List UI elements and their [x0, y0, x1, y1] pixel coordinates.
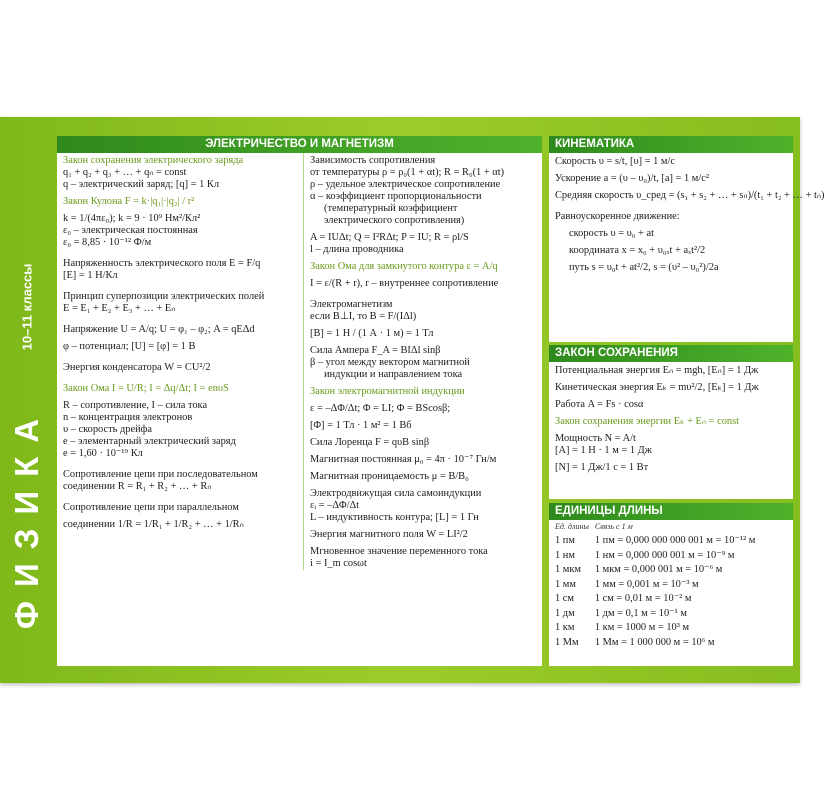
- kinematics-body: [549, 153, 824, 274]
- formula-line: β – угол между вектором магнитной: [310, 357, 470, 368]
- length-units-panel: [549, 503, 793, 666]
- relation-cell: 1 см = 0,01 м = 10⁻² м: [594, 593, 692, 604]
- unit-cell: 1 км: [555, 622, 575, 633]
- grades-label: 10–11 классы: [19, 263, 35, 351]
- formula-line: ρ – удельное электрическое сопротивление: [310, 179, 501, 190]
- formula-line: φ – потенциал; [U] = [φ] = 1 В: [63, 341, 196, 352]
- formula-line: Сопротивление цепи при параллельном: [63, 502, 239, 513]
- formula-line: Магнитная проницаемость μ = B/B₀: [310, 471, 469, 482]
- table-row: [555, 549, 761, 564]
- formula-line: Магнитная постоянная μ₀ = 4π · 10⁻⁷ Гн/м: [310, 454, 497, 465]
- formula-line: ε₀ = 8,85 · 10⁻¹² Ф/м: [63, 237, 152, 248]
- formula-line: Потенциальная энергия Eₙ = mgh, [Eₙ] = 1 Дж: [555, 365, 759, 376]
- formula-line: Сила Ампера F_A = BIΔl sinβ: [310, 345, 441, 356]
- conservation-panel: [549, 345, 793, 499]
- formula-line: индукции и направлением тока: [324, 369, 463, 380]
- law-heading: Закон сохранения электрического заряда: [63, 155, 244, 166]
- law-heading: Закон сохранения энергии Eₖ + Eₙ = const: [555, 416, 740, 427]
- table-row: [555, 534, 761, 549]
- formula-line: Мгновенное значение переменного тока: [310, 546, 488, 557]
- law-heading: Закон электромагнитной индукции: [310, 386, 465, 397]
- formula-line: Сопротивление цепи при последовательном: [63, 469, 258, 480]
- conservation-body: [549, 362, 793, 474]
- formula-line: l – длина проводника: [310, 244, 404, 255]
- electricity-header: ЭЛЕКТРИЧЕСТВО И МАГНЕТИЗМ: [57, 136, 542, 153]
- table-row: [555, 592, 761, 607]
- law-heading: Закон Ома I = U/R; I = Δq/Δt; I = enυS: [63, 383, 229, 394]
- formula-line: [A] = 1 Н · 1 м = 1 Дж: [555, 445, 652, 456]
- table-row: [555, 607, 761, 622]
- relation-cell: 1 дм = 0,1 м = 10⁻¹ м: [594, 607, 687, 619]
- formula-line: Ускорение a = (υ – υ₀)/t, [a] = 1 м/с²: [555, 173, 710, 184]
- table-row: [555, 578, 761, 593]
- formula-line: υ – скорость дрейфа: [63, 424, 152, 435]
- formula-line: Принцип суперпозиции электрических полей: [63, 291, 265, 302]
- formula-line: если B⊥I, то B = F/(IΔl): [310, 311, 417, 322]
- formula-line: Электромагнетизм: [310, 299, 393, 310]
- formula-line: (температурный коэффициент: [324, 203, 458, 214]
- formula-line: q₁ + q₂ + q₃ + … + qₙ = const: [63, 167, 187, 178]
- length-units-table: [555, 522, 761, 650]
- formula-line: k = 1/(4πε₀); k = 9 · 10⁹ Нм²/Кл²: [63, 213, 201, 224]
- unit-cell: 1 мкм: [555, 564, 581, 575]
- unit-cell: 1 дм: [555, 607, 575, 619]
- formula-line: координата x = x₀ + υ₀ₓt + aₓt²/2: [569, 245, 706, 256]
- formula-line: [B] = 1 Н / (1 А · 1 м) = 1 Тл: [310, 328, 434, 339]
- formula-line: путь s = υ₀t + at²/2, s = (υ² – υ₀²)/2a: [569, 262, 719, 273]
- formula-line: Мощность N = A/t: [555, 433, 636, 444]
- formula-line: соединении R = R₁ + R₂ + … + Rₙ: [63, 481, 212, 492]
- formula-line: ε = –ΔΦ/Δt; Φ = LI; Φ = BScosβ;: [310, 403, 451, 414]
- formula-line: [E] = 1 Н/Кл: [63, 270, 118, 281]
- formula-line: A = IUΔt; Q = I²RΔt; P = IU; R = ρl/S: [310, 232, 469, 243]
- formula-line: Зависимость сопротивления: [310, 155, 436, 166]
- formula-line: i = I_m cosωt: [310, 558, 367, 569]
- sidebar: [0, 117, 54, 683]
- relation-cell: 1 км = 1000 м = 10³ м: [594, 622, 690, 633]
- formula-line: Напряженность электрического поля E = F/q: [63, 258, 261, 269]
- formula-line: Энергия конденсатора W = CU²/2: [63, 362, 211, 373]
- formula-line: εᵢ = –ΔΦ/Δt: [310, 500, 360, 511]
- unit-cell: 1 Мм: [555, 636, 579, 648]
- formula-line: Работа A = Fs · cosα: [555, 399, 644, 410]
- formula-line: E = E₁ + E₂ + E₃ + … + Eₙ: [63, 303, 176, 314]
- formula-line: R – сопротивление, I – сила тока: [63, 400, 208, 411]
- relation-cell: 1 мм = 0,001 м = 10⁻³ м: [594, 578, 699, 590]
- formula-line: электрического сопротивления): [324, 215, 465, 226]
- formula-line: ε₀ – электрическая постоянная: [63, 225, 198, 236]
- formula-line: Скорость υ = s/t, [υ] = 1 м/с: [555, 156, 675, 167]
- relation-cell: 1 мкм = 0,000 001 м = 10⁻⁶ м: [594, 564, 723, 575]
- formula-line: α – коэффициент пропорциональности: [310, 191, 482, 202]
- formula-line: Напряжение U = A/q; U = φ₁ – φ₂; A = qEΔd: [63, 324, 255, 335]
- subject-title: ФИЗИКА: [8, 404, 45, 630]
- formula-line: Электродвижущая сила самоиндукции: [310, 488, 482, 499]
- length-units-header: ЕДИНИЦЫ ДЛИНЫ: [549, 503, 793, 520]
- formula-line: [Φ] = 1 Тл · 1 м² = 1 Вб: [310, 420, 412, 431]
- formula-line: скорость υ = υ₀ + at: [569, 228, 654, 239]
- formula-line: L – индуктивность контура; [L] = 1 Гн: [310, 512, 479, 523]
- unit-column-header: Ед. длины: [555, 522, 589, 531]
- formula-line: q – электрический заряд; [q] = 1 Кл: [63, 179, 220, 190]
- unit-cell: 1 пм: [555, 535, 575, 546]
- formula-line: e = 1,60 · 10⁻¹⁹ Кл: [63, 448, 143, 459]
- formula-line: Энергия магнитного поля W = LI²/2: [310, 529, 468, 540]
- relation-cell: 1 нм = 0,000 000 001 м = 10⁻⁹ м: [594, 549, 735, 561]
- formula-line: Сила Лоренца F = qυB sinβ: [310, 437, 430, 448]
- table-row: [555, 636, 761, 651]
- formula-line: I = ε/(R + r), r – внутреннее сопротивление: [310, 278, 499, 289]
- electricity-column-2: [304, 153, 542, 570]
- relation-cell: 1 Мм = 1 000 000 м = 10⁶ м: [594, 636, 715, 648]
- formula-line: [N] = 1 Дж/1 с = 1 Вт: [555, 462, 649, 473]
- electricity-column-1: [57, 153, 304, 570]
- unit-cell: 1 мм: [555, 578, 576, 590]
- law-heading: Закон Ома для замкнутого контура ε = A/q: [310, 261, 498, 272]
- kinematics-header: КИНЕМАТИКА: [549, 136, 793, 153]
- unit-cell: 1 нм: [555, 549, 575, 561]
- relation-column-header: Связь с 1 м: [594, 522, 633, 531]
- table-row: [555, 563, 761, 578]
- formula-line: Равноускоренное движение:: [555, 211, 680, 222]
- table-row: [555, 621, 761, 636]
- formula-line: e – элементарный электрический заряд: [63, 436, 236, 447]
- law-heading: Закон Кулона F = k·|q₁|·|q₂| / r²: [63, 196, 195, 207]
- unit-cell: 1 см: [555, 593, 574, 604]
- formula-line: Кинетическая энергия Eₖ = mυ²/2, [Eₖ] = 1 Дж: [555, 382, 759, 393]
- conservation-header: ЗАКОН СОХРАНЕНИЯ: [549, 345, 793, 362]
- formula-line: от температуры ρ = ρ₀(1 + αt); R = R₀(1 + αt): [310, 167, 505, 178]
- relation-cell: 1 пм = 0,000 000 000 001 м = 10⁻¹² м: [594, 535, 756, 546]
- formula-line: соединении 1/R = 1/R₁ + 1/R₂ + … + 1/Rₙ: [63, 519, 244, 530]
- kinematics-panel: [549, 136, 824, 342]
- formula-line: Средняя скорость υ_сред = (s₁ + s₂ + … + sₙ)/(t₁ + t₂ + … + tₙ): [555, 190, 824, 201]
- electricity-panel: [57, 136, 542, 666]
- formula-line: n – концентрация электронов: [63, 412, 193, 423]
